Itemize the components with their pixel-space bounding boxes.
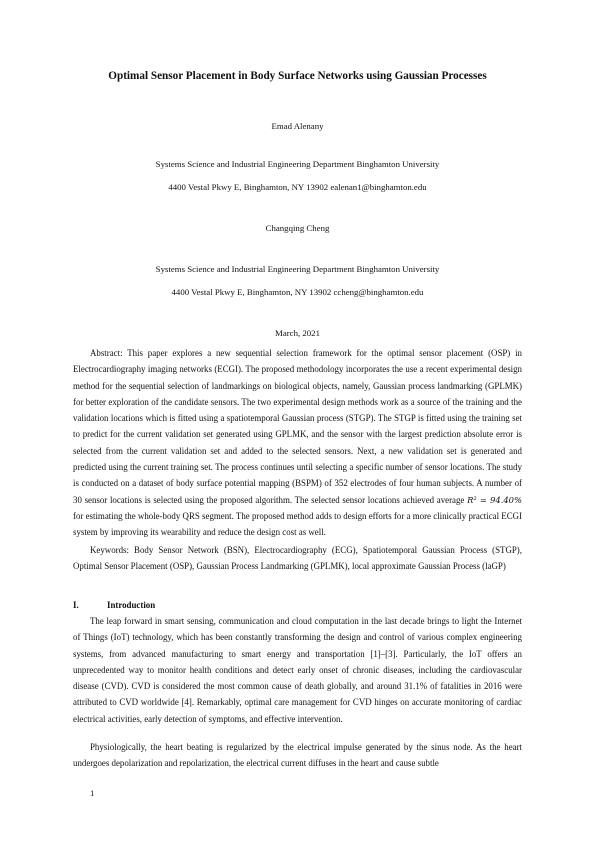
- author-affiliation-2: Systems Science and Industrial Engineering Department Binghamton University: [155, 264, 440, 274]
- abstract: [73, 345, 522, 541]
- page-number: 1: [90, 788, 95, 798]
- intro-paragraph-2: Physiologically, the heart beating is regularized by the electrical impulse generated by the sinus node. As the heart undergoes depolarization and repolarization, the electrical current diffuses in the heart and cause subtle: [73, 742, 522, 769]
- author-address-2: 4400 Vestal Pkwy E, Binghamton, NY 13902 ccheng@binghamton.edu: [171, 287, 424, 297]
- paper-title: Optimal Sensor Placement in Body Surface Networks using Gaussian Processes: [108, 70, 487, 82]
- author-affiliation-1: Systems Science and Industrial Engineering Department Binghamton University: [155, 159, 440, 169]
- author-name-1: Emad Alenany: [271, 121, 324, 131]
- section-title: Introduction: [107, 600, 156, 610]
- section-heading: [73, 598, 155, 612]
- abstract-text-1: Abstract: This paper explores a new sequential selection framework for the optimal sensor placement (OSP) in Electrocardiography imaging networks (ECGI). The proposed methodology incorporates the use a recent experimental design method for the sequential selection of landmarkings on biological objects, namely, Gaussian process landmarking (GPLMK) for better exploration of the candidate sensors. The two experimental design methods work as a source of the training and the validation locations which is fitted using a spatiotemporal Gaussian process (STGP). The STGP is fitted using the training set to predict for the current validation set generated using GPLMK, and the sensor with the largest prediction absolute error is selected from the current validation set and added to the selected sensors. Next, a new validation set is generated and predicted using the current training set. The process continues until selecting a specific number of sensor locations. The study is conducted on a dataset of body surface potential mapping (BSPM) of 352 electrodes of four human subjects. A number of 30 sensor locations is selected using the proposed algorithm. The selected sensor locations achieved average: [73, 348, 522, 505]
- section-number: I.: [73, 600, 79, 610]
- author-name-2: Changqing Cheng: [265, 223, 330, 233]
- author-address-1: 4400 Vestal Pkwy E, Binghamton, NY 13902 ealenan1@binghamton.edu: [168, 182, 427, 192]
- r-squared-formula: R² = 94.40%: [467, 494, 522, 505]
- intro-paragraph-1: The leap forward in smart sensing, communication and cloud computation in the last decade brings to light the Internet of Things (IoT) technology, which has been constantly transforming the design and control of various complex engineering systems, from advanced manufacturing to smart energy and transportation [1]–[3]. Particularly, the IoT offers an unprecedented way to monitor health conditions and detect early onset of chronic diseases, including the cardiovascular disease (CVD). CVD is considered the most common cause of death globally, and around 31.1% of fatalities in 2016 were attributed to CVD worldwide [4]. Remarkably, optimal care management for CVD hinges on accurate monitoring of cardiac electrical activities, early detection of symptoms, and effective intervention.: [73, 616, 522, 724]
- paper-date: March, 2021: [275, 328, 320, 338]
- keywords: Keywords: Body Sensor Network (BSN), Electrocardiography (ECG), Spatiotemporal Gaussian Process (STGP), Optimal Sensor Placement (OSP), Gaussian Process Landmarking (GPLMK), local approximate Gaussian Process (laGP): [73, 545, 522, 572]
- abstract-text-2: for estimating the whole-body QRS segment. The proposed method adds to design efforts for a more clinically practical ECGI system by improving its wearability and reduce the design cost as well.: [73, 510, 522, 538]
